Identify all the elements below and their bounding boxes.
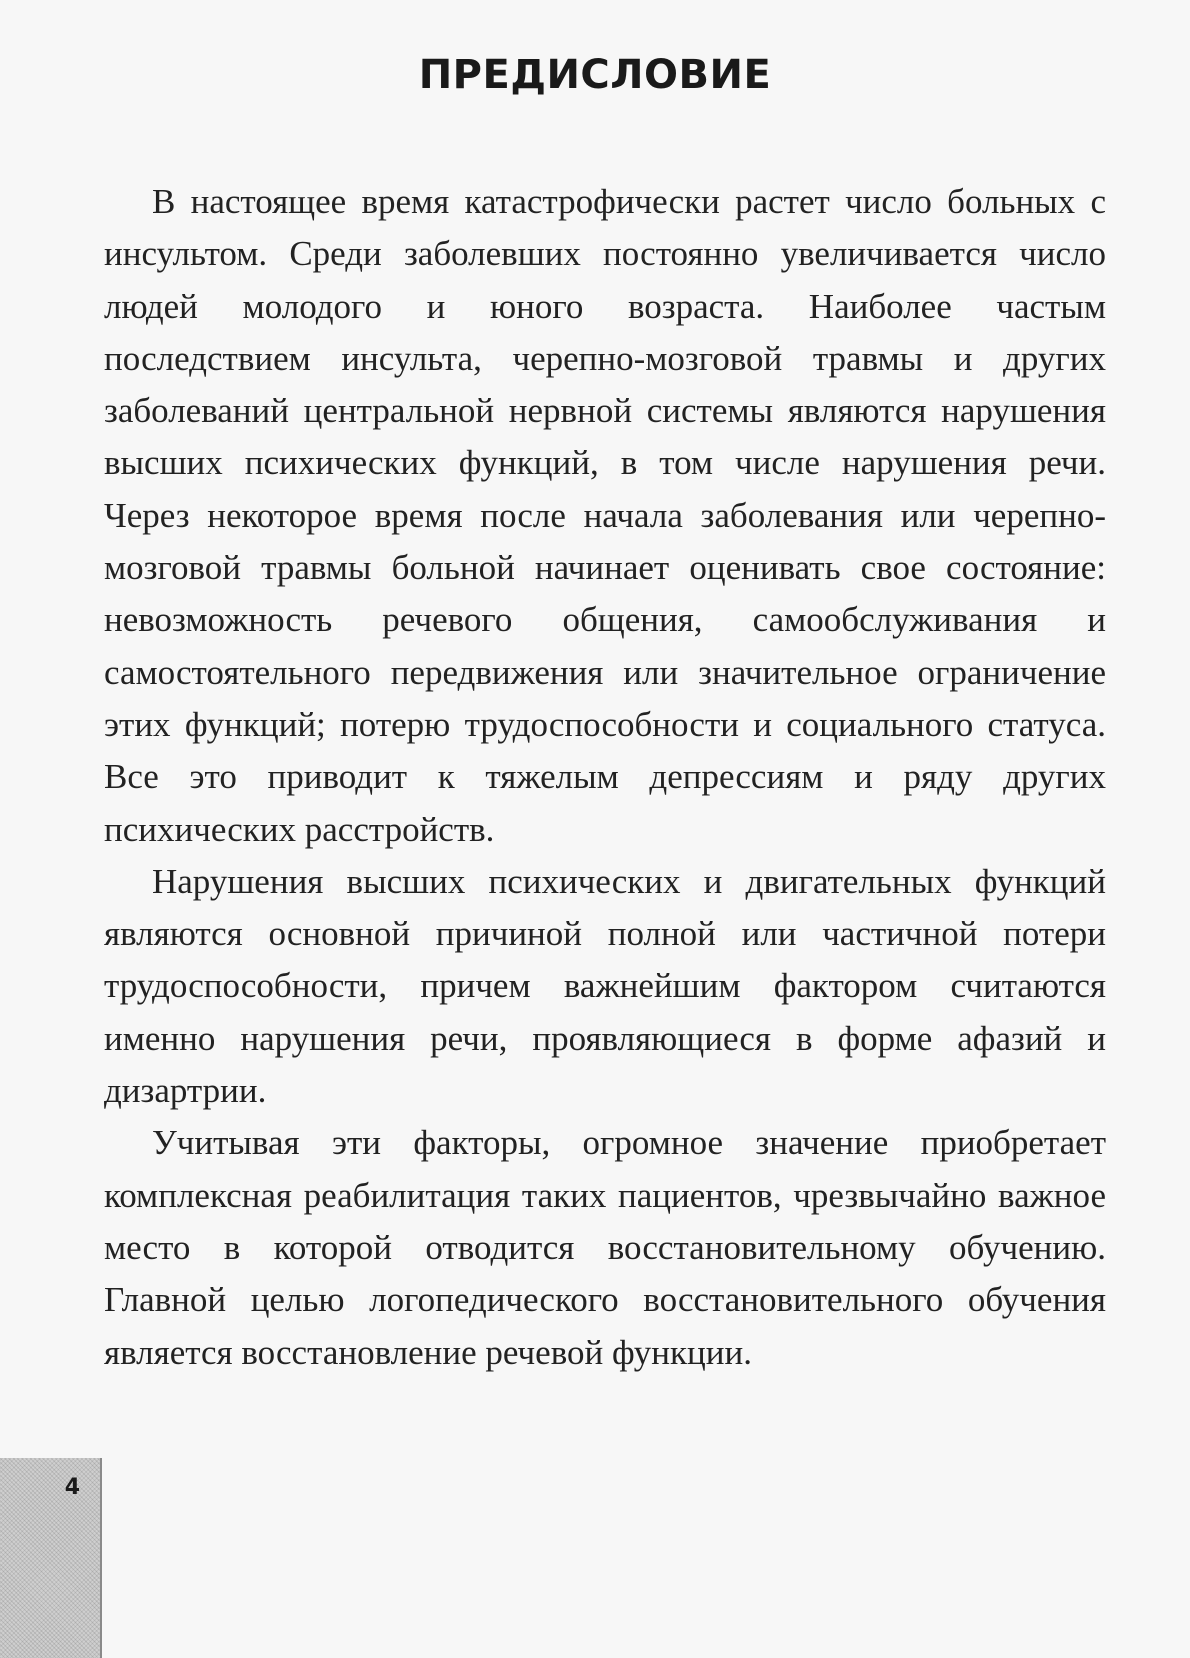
page-number: 4	[64, 1475, 80, 1500]
paragraph-2: Нарушения высших психических и двигательных функций являются основной причиной полной или частичной потери трудоспособности, причем важнейшим фактором считаются именно нарушения речи, проявляющиеся в форме афазий и дизартрии.	[104, 861, 1106, 1111]
page-title: ПРЕДИСЛОВИЕ	[418, 52, 772, 98]
paragraph-3: Учитывая эти факторы, огромное значение приобретает комплексная реабилитация таких пациентов, чрезвычайно важное место в которой отводится восстановительному обучению. Главной целью логопедического восстановительного обучения является восстановление речевой функции.	[104, 1123, 1106, 1372]
paragraph-1: В настоящее время катастрофически растет число больных с инсультом. Среди заболевших постоянно увеличивается число людей молодого и юного возраста. Наиболее частым последствием инсульта, черепно-мозговой травмы и других заболеваний центральной нервной системы являются нарушения высших психических функций, в том числе нарушения речи. Через некоторое время после начала заболевания или черепно-мозговой травмы больной начинает оценивать свое состояние: невозможность речевого общения, самообслуживания и самостоятельного передвижения или значительное ограничение этих функций; потерю трудоспособности и социального статуса. Все это приводит к тяжелым депрессиям и ряду других психических расстройств.	[104, 182, 1106, 849]
body-text	[104, 176, 1106, 1379]
